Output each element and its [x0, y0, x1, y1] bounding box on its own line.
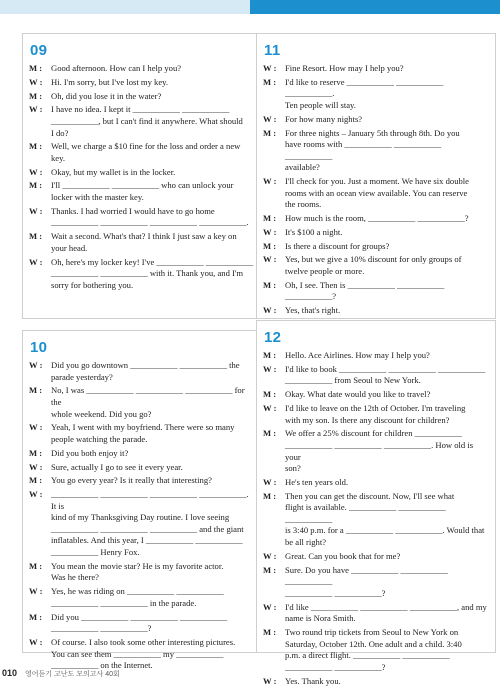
- speaker: W :: [29, 167, 51, 179]
- speaker-label: W: [29, 257, 37, 267]
- speaker-label: M: [263, 280, 271, 290]
- dialogue-line: [29, 206, 255, 229]
- utterance-text: Two round trip tickets from Seoul to New York on Saturday, October 12th. One adult and a child. 3:40 p.m. a direct flight. ___________ ___________ ___________ ___________?: [285, 627, 489, 673]
- dialogue-line: [29, 475, 255, 487]
- speaker-label: M: [29, 385, 37, 395]
- utterance-text: Good afternoon. How can I help you?: [51, 63, 255, 75]
- utterance-text: You go every year? Is it really that interesting?: [51, 475, 255, 487]
- dialogue-line: [263, 227, 489, 239]
- speaker: W :: [263, 176, 285, 211]
- dialogue-line: [263, 241, 489, 253]
- utterance-text: Oh, I see. Then is ___________ ___________ ___________?: [285, 280, 489, 303]
- speaker: W :: [29, 257, 51, 292]
- speaker: M :: [29, 612, 51, 635]
- speaker-label: M: [263, 213, 271, 223]
- dialogue-line: [29, 257, 255, 292]
- speaker: M :: [263, 627, 285, 673]
- utterance-text: Yes, he was riding on ___________ ___________ ___________ ___________ in the parade.: [51, 586, 255, 609]
- dialogue-line: [263, 114, 489, 126]
- utterance-text: Hi. I'm sorry, but I've lost my key.: [51, 77, 255, 89]
- page-number: 010: [2, 668, 17, 678]
- section-number: 11: [264, 42, 489, 59]
- utterance-text: I'll check for you. Just a moment. We have six double rooms with an ocean view available. You can reserve the rooms.: [285, 176, 489, 211]
- dialogue-line: [263, 627, 489, 673]
- speaker: W :: [29, 586, 51, 609]
- speaker-label: W: [29, 462, 37, 472]
- section-10-panel: [22, 330, 262, 653]
- speaker-label: M: [29, 475, 37, 485]
- speaker: M :: [29, 91, 51, 103]
- speaker: M :: [263, 565, 285, 600]
- dialogue-line: [29, 167, 255, 179]
- speaker: W :: [29, 206, 51, 229]
- speaker: M :: [29, 448, 51, 460]
- dialogue-line: [263, 551, 489, 563]
- speaker-label: W: [263, 63, 271, 73]
- dialogue-line: [29, 91, 255, 103]
- speaker: W :: [29, 489, 51, 559]
- speaker: W :: [263, 305, 285, 317]
- speaker-label: M: [263, 128, 271, 138]
- speaker-label: M: [29, 231, 37, 241]
- speaker-label: W: [263, 676, 271, 686]
- utterance-text: Well, we charge a $10 fine for the loss and order a new key.: [51, 141, 255, 164]
- speaker-label: W: [29, 104, 37, 114]
- dialogue-line: [29, 104, 255, 139]
- speaker-label: W: [29, 422, 37, 432]
- dialogue-line: [29, 180, 255, 203]
- utterance-text: No, I was ___________ ___________ ___________ for the whole weekend. Did you go?: [51, 385, 255, 420]
- speaker-label: W: [263, 403, 271, 413]
- speaker: M :: [29, 63, 51, 75]
- speaker: M :: [263, 280, 285, 303]
- speaker-label: M: [29, 448, 37, 458]
- speaker: W :: [29, 360, 51, 383]
- dialogue-line: [263, 364, 489, 387]
- utterance-text: Sure, actually I go to see it every year.: [51, 462, 255, 474]
- dialogue-line: [29, 586, 255, 609]
- utterance-text: Fine Resort. How may I help you?: [285, 63, 489, 75]
- dialogue-line: [263, 350, 489, 362]
- speaker-label: M: [29, 91, 37, 101]
- speaker: M :: [263, 213, 285, 225]
- utterance-text: Oh, did you lose it in the water?: [51, 91, 255, 103]
- section-12-panel: [256, 320, 496, 653]
- speaker: W :: [263, 676, 285, 687]
- utterance-text: We offer a 25% discount for children ___________ ___________ ___________ ___________. How old is your son?: [285, 428, 489, 474]
- speaker: M :: [29, 475, 51, 487]
- utterance-text: Sure. Do you have ___________ ___________ ___________ ___________ ___________?: [285, 565, 489, 600]
- utterance-text: I'd like to reserve ___________ ___________ ___________. Ten people will stay.: [285, 77, 489, 112]
- speaker-label: M: [263, 627, 271, 637]
- dialogue-line: [263, 254, 489, 277]
- dialogue-line: [263, 176, 489, 211]
- utterance-text: Thanks. I had worried I would have to go home ___________ ___________ ___________ ___________.: [51, 206, 255, 229]
- speaker-label: W: [263, 114, 271, 124]
- speaker-label: M: [29, 180, 37, 190]
- utterance-text: Okay, but my wallet is in the locker.: [51, 167, 255, 179]
- dialogue-line: [263, 63, 489, 75]
- speaker: M :: [29, 561, 51, 584]
- speaker-label: M: [263, 565, 271, 575]
- speaker-label: W: [29, 360, 37, 370]
- speaker-label: M: [263, 350, 271, 360]
- utterance-text: Of course. I also took some other interesting pictures. You can see them ___________ my ___________ ___________ on the Internet.: [51, 637, 255, 672]
- page-footer: [2, 668, 120, 679]
- speaker-label: W: [29, 586, 37, 596]
- speaker-label: M: [29, 141, 37, 151]
- utterance-text: Yes. Thank you.: [285, 676, 489, 687]
- speaker: W :: [263, 602, 285, 625]
- dialogue-line: [29, 462, 255, 474]
- speaker-label: W: [29, 206, 37, 216]
- utterance-text: Wait a second. What's that? I think I just saw a key on your head.: [51, 231, 255, 254]
- dialogue-line: [29, 360, 255, 383]
- utterance-text: Oh, here's my locker key! I've ___________ ___________ ___________ ___________ with it. Thank you, and I'm sorry for bothering you.: [51, 257, 255, 292]
- speaker-label: M: [263, 241, 271, 251]
- utterance-text: He's ten years old.: [285, 477, 489, 489]
- dialogue-line: [29, 489, 255, 559]
- dialogue-line: [263, 676, 489, 687]
- speaker: W :: [263, 551, 285, 563]
- utterance-text: Okay. What date would you like to travel?: [285, 389, 489, 401]
- dialogue-line: [263, 213, 489, 225]
- speaker: M :: [29, 180, 51, 203]
- dialogue-line: [263, 491, 489, 549]
- dialogue-line: [29, 561, 255, 584]
- dialogue-line: [263, 477, 489, 489]
- utterance-text: I have no idea. I kept it ___________ ___________ ___________, but I can't find it anywhere. What should I do?: [51, 104, 255, 139]
- utterance-text: For how many nights?: [285, 114, 489, 126]
- speaker-label: M: [29, 561, 37, 571]
- speaker: M :: [29, 141, 51, 164]
- dialogue-line: [263, 403, 489, 426]
- speaker: M :: [263, 241, 285, 253]
- section-number: 12: [264, 329, 489, 346]
- dialogue-line: [263, 305, 489, 317]
- dialogue-line: [29, 231, 255, 254]
- utterance-text: Did you both enjoy it?: [51, 448, 255, 460]
- dialogue-line: [263, 389, 489, 401]
- utterance-text: Great. Can you book that for me?: [285, 551, 489, 563]
- speaker: W :: [263, 63, 285, 75]
- speaker: M :: [29, 231, 51, 254]
- utterance-text: ___________ ___________ ___________ ___________. It is kind of my Thanksgiving Day routine. I love seeing ___________ ___________ ___________ and the giant inflatables. And this year, I ___________ ___________ ___________ Henry Fox.: [51, 489, 255, 559]
- utterance-text: Then you can get the discount. Now, I'll see what flight is available. ___________ ___________ ___________ is 3:40 p.m. for a ___________ ___________. Would that be all right?: [285, 491, 489, 549]
- speaker: W :: [263, 477, 285, 489]
- utterance-text: It's $100 a night.: [285, 227, 489, 239]
- speaker-label: W: [263, 477, 271, 487]
- dialogue-line: [263, 77, 489, 112]
- speaker-label: W: [263, 254, 271, 264]
- utterance-text: I'd like ___________ ___________ ___________, and my name is Nora Smith.: [285, 602, 489, 625]
- dialogue-line: [29, 77, 255, 89]
- dialogue-line: [29, 637, 255, 672]
- utterance-text: I'll ___________ ___________ who can unlock your locker with the master key.: [51, 180, 255, 203]
- speaker: W :: [29, 462, 51, 474]
- speaker: M :: [263, 428, 285, 474]
- dialogue-line: [263, 602, 489, 625]
- speaker: W :: [29, 77, 51, 89]
- speaker: M :: [29, 385, 51, 420]
- dialogue-line: [263, 428, 489, 474]
- section-11-panel: [256, 33, 496, 319]
- section-number: 09: [30, 42, 255, 59]
- speaker: W :: [29, 104, 51, 139]
- utterance-text: Yes, that's right.: [285, 305, 489, 317]
- dialogue-line: [29, 612, 255, 635]
- speaker-label: W: [263, 305, 271, 315]
- dialogue-line: [263, 565, 489, 600]
- speaker-label: M: [29, 63, 37, 73]
- speaker: W :: [263, 227, 285, 239]
- utterance-text: You mean the movie star? He is my favorite actor. Was he there?: [51, 561, 255, 584]
- utterance-text: I'd like to book ___________ ___________ ___________ ___________ from Seoul to New York.: [285, 364, 489, 387]
- speaker-label: W: [263, 364, 271, 374]
- speaker-label: M: [263, 491, 271, 501]
- utterance-text: Hello. Ace Airlines. How may I help you?: [285, 350, 489, 362]
- speaker: M :: [263, 389, 285, 401]
- speaker-label: W: [263, 551, 271, 561]
- speaker: M :: [263, 77, 285, 112]
- speaker: W :: [263, 364, 285, 387]
- speaker: M :: [263, 128, 285, 174]
- speaker-label: W: [263, 227, 271, 237]
- speaker-label: M: [263, 389, 271, 399]
- speaker: W :: [263, 114, 285, 126]
- utterance-text: Did you ___________ ___________ ___________ ___________ ___________?: [51, 612, 255, 635]
- section-09-panel: [22, 33, 262, 319]
- speaker-label: W: [29, 637, 37, 647]
- dialogue-line: [263, 128, 489, 174]
- speaker: W :: [263, 403, 285, 426]
- utterance-text: How much is the room, ___________ ___________?: [285, 213, 489, 225]
- dialogue-line: [29, 63, 255, 75]
- speaker: W :: [29, 422, 51, 445]
- dialogue-line: [29, 385, 255, 420]
- speaker: M :: [263, 491, 285, 549]
- utterance-text: Did you go downtown ___________ ___________ the parade yesterday?: [51, 360, 255, 383]
- utterance-text: I'd like to leave on the 12th of October. I'm traveling with my son. Is there any discount for children?: [285, 403, 489, 426]
- top-tab-bar: [0, 0, 500, 14]
- speaker-label: M: [263, 428, 271, 438]
- speaker-label: W: [263, 602, 271, 612]
- dialogue-line: [29, 141, 255, 164]
- utterance-text: Yeah, I went with my boyfriend. There were so many people watching the parade.: [51, 422, 255, 445]
- section-number: 10: [30, 339, 255, 356]
- speaker-label: W: [29, 77, 37, 87]
- speaker: M :: [263, 350, 285, 362]
- speaker: W :: [263, 254, 285, 277]
- dialogue-line: [29, 448, 255, 460]
- dialogue-line: [263, 280, 489, 303]
- dialogue-line: [29, 422, 255, 445]
- book-title: 영어듣기 고난도 모의고사 40회: [25, 671, 120, 678]
- speaker: W :: [29, 637, 51, 672]
- speaker-label: M: [29, 612, 37, 622]
- speaker-label: M: [263, 77, 271, 87]
- speaker-label: W: [29, 167, 37, 177]
- speaker-label: W: [29, 489, 37, 499]
- utterance-text: Yes, but we give a 10% discount for only groups of twelve people or more.: [285, 254, 489, 277]
- utterance-text: For three nights – January 5th through 8th. Do you have rooms with ___________ ___________ ___________ available?: [285, 128, 489, 174]
- utterance-text: Is there a discount for groups?: [285, 241, 489, 253]
- speaker-label: W: [263, 176, 271, 186]
